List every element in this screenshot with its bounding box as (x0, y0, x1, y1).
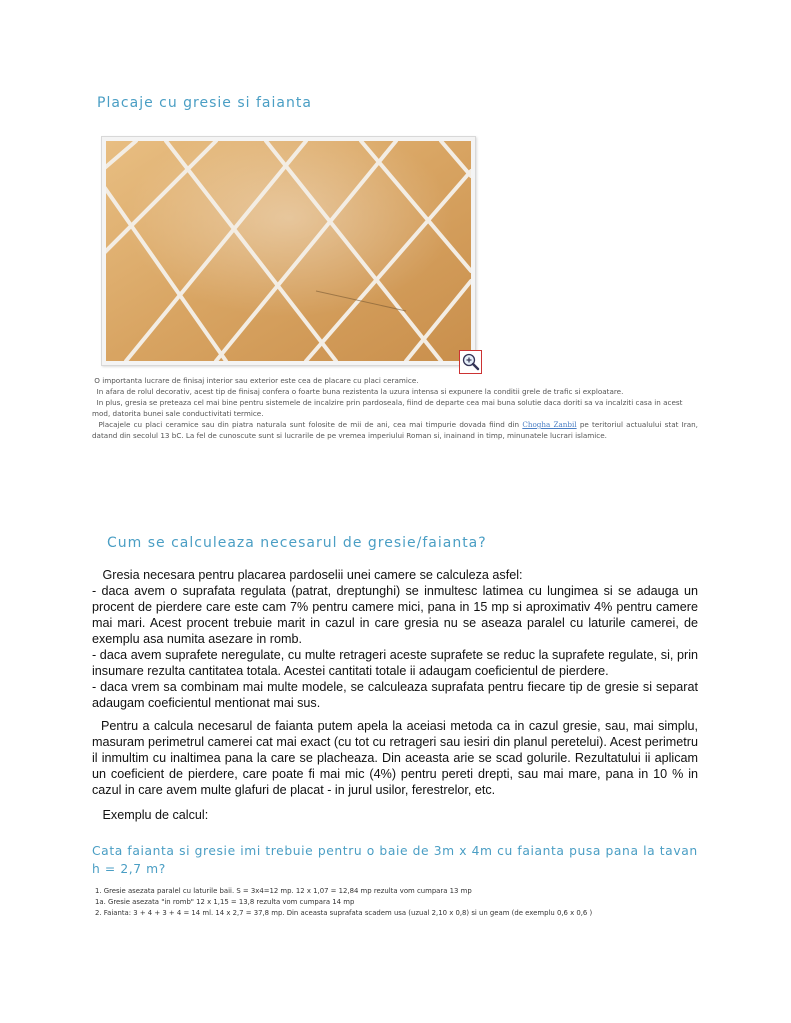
example-list (95, 886, 705, 919)
irregular-surface-text: - daca avem suprafete neregulate, cu multe retrageri aceste suprafete se reduc la suprafete regulate, si, prin insumare rezulta cantitatea totala. Acestei cantitati totale ii adaugam coeficientul de pierdere. (92, 648, 698, 678)
chogha-zanbil-link[interactable]: Chogha Zanbil (522, 420, 577, 429)
page-title: Placaje cu gresie si faianta (97, 95, 312, 111)
intro-paragraph-1: O importanta lucrare de finisaj interior sau exterior este cea de placare cu placi ceramice. (94, 376, 419, 385)
intro-line: Gresia necesara pentru placarea pardoselii unei camere se calculeza asfel: (102, 568, 523, 582)
tile-floor-photo (106, 141, 471, 361)
faianta-paragraph: Pentru a calcula necesarul de faianta putem apela la aceiasi metoda ca in cazul gresie, sau, mai simplu, masuram perimetrul camerei cat mai exact (cu tot cu retrageri sau iesiri din planul peretelui). Acest perimetru il inmultim cu inaltimea pana la care se placheaza. Din aceasta arie se scad golurile. Rezultatului ii aplicam un coeficient de pierdere, care poate fi mai mic (4%) pentru pereti drepti, sau mai mare, pana in 10 % in cazul in care avem multe glafuri de placat - in jurul usilor, ferestrelor, etc. (92, 719, 698, 797)
intro-paragraph-2: In afara de rolul decorativ, acest tip de finisaj confera o foarte buna rezistenta la uzura intensa si expunere la conditii grele de trafic si exploatare. (96, 387, 624, 396)
intro-paragraph-3: In plus, gresia se preteaza cel mai bine pentru sistemele de incalzire prin pardoseala, fiind de departe cea mai buna solutie daca doriti sa va incalziti casa in acest mod, datorita bunei sale conductivitati termice. (92, 398, 683, 418)
list-item: 2. Faianta: 3 + 4 + 3 + 4 = 14 ml. 14 x 2,7 = 37,8 mp. Din aceasta suprafata scadem usa (uzual 2,10 x 0,8) si un geam (de exemplu 0,6 x 0,6 ) (95, 909, 593, 917)
list-item: 1. Gresie asezata paralel cu laturile baii. S = 3x4=12 mp. 12 x 1,07 = 12,84 mp rezulta vom cumpara 13 mp (95, 887, 472, 895)
example-question: Cata faianta si gresie imi trebuie pentru o baie de 3m x 4m cu faianta pusa pana la tavan h = 2,7 m? (92, 844, 698, 876)
regular-surface-text: - daca avem o suprafata regulata (patrat, dreptunghi) se inmultesc latimea cu lungimea si se adauga un procent de pierdere care este cam 7% pentru camere mici, pana in 15 mp si aproximativ 4% pentru camere mai mari. Acest procent trebuie marit in cazul in care gresia nu se aseaza paralel cu laturile camerei, de exemplu asa numita asezare in romb. (92, 584, 698, 646)
section-title: Cum se calculeaza necesarul de gresie/faianta? (107, 535, 487, 551)
combined-models-text: - daca vrem sa combinam mai multe modele, se calculeaza suprafata pentru fiecare tip de gresie si separat adaugam coeficientul mentionat mai sus. (92, 680, 698, 710)
zoom-in-icon[interactable] (459, 350, 482, 374)
example-label: Exemplu de calcul: (102, 808, 209, 822)
list-item: 1a. Gresie asezata "in romb" 12 x 1,15 = 13,8 rezulta vom cumpara 14 mp (95, 898, 355, 906)
tile-floor-image (101, 136, 476, 366)
intro-paragraph-4: Placajele cu placi ceramice sau din piatra naturala sunt folosite de mii de ani, cea mai timpurie dovada fiind din Chogha Zanbil pe teritoriul actualului stat Iran, datand din secolul 13 bC. La fel de cunoscute sunt si lucrarile de pe vremea imperiului Roman si, inainand in timp, minunatele lucrari islamice. (92, 420, 698, 440)
calc-method-text (92, 567, 698, 711)
